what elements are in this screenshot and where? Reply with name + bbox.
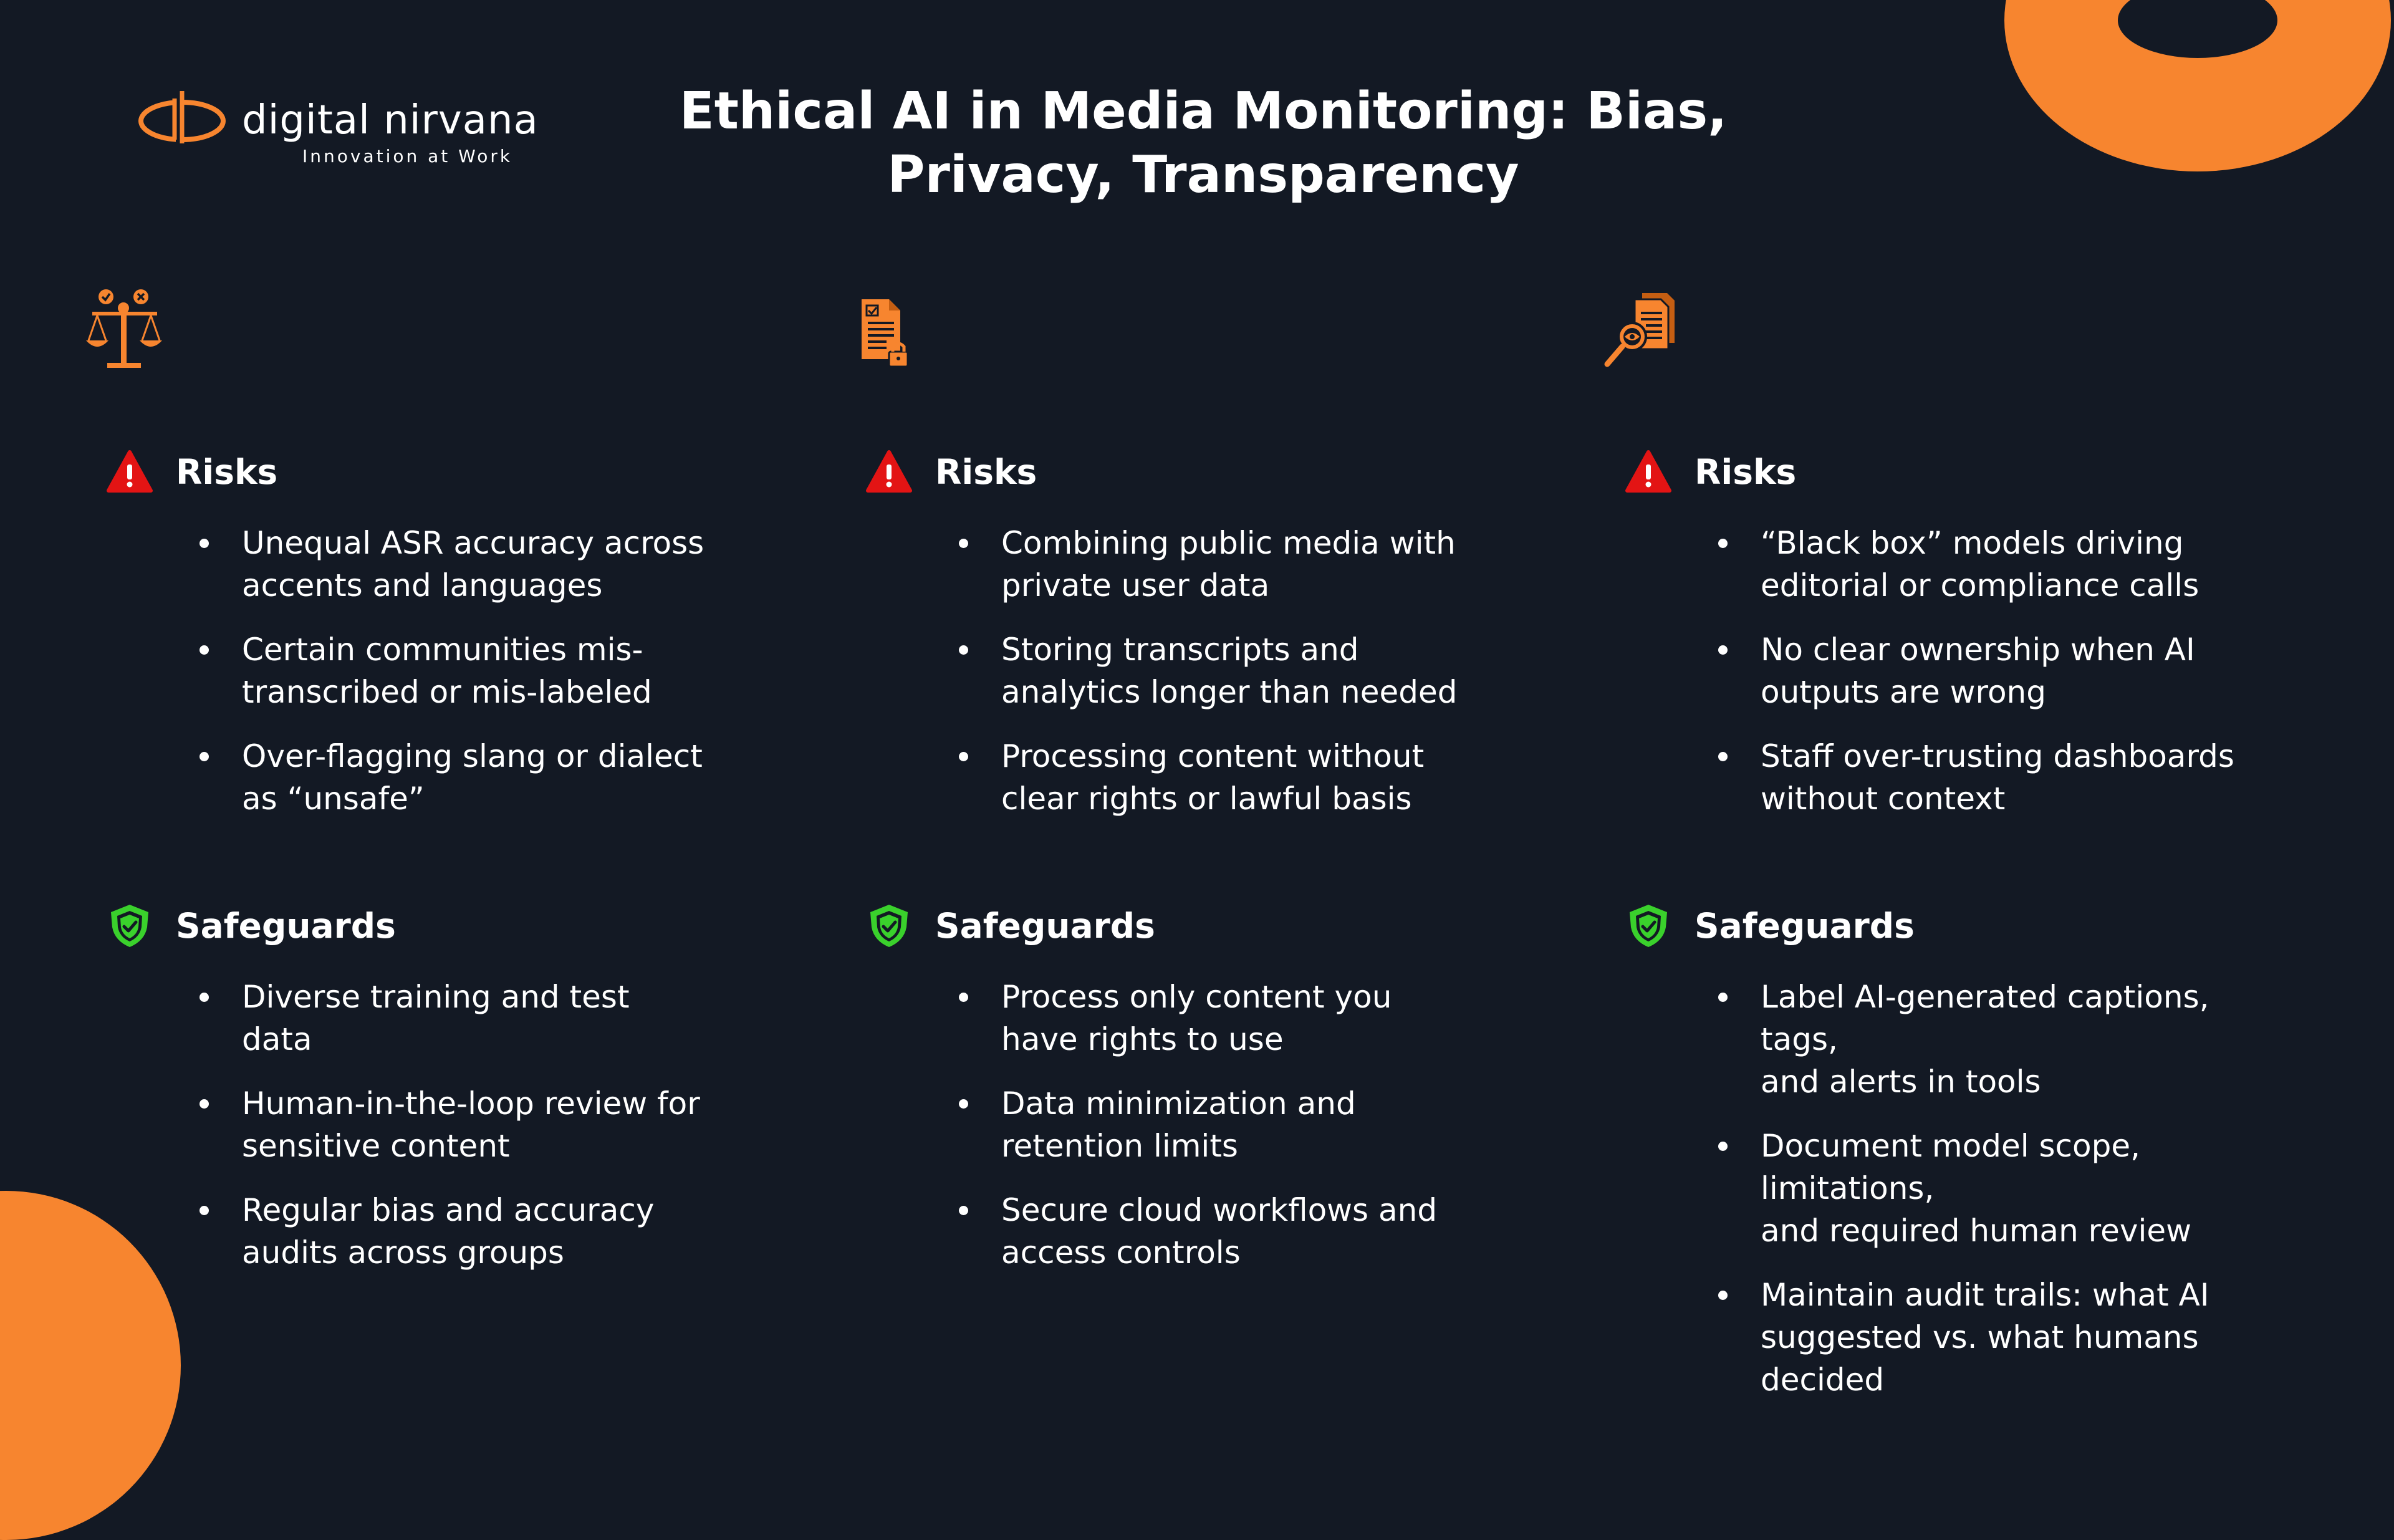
bullet-dot (959, 1099, 968, 1109)
risks-heading (865, 446, 1489, 496)
shield-check-icon (106, 902, 153, 950)
list-item-line: Document model scope, limitations, (1761, 1128, 2141, 1206)
bullet-dot (1718, 539, 1728, 548)
bullet-dot (1718, 1142, 1728, 1151)
scales-of-justice-icon (81, 287, 168, 374)
list-item-line: data (242, 1021, 312, 1057)
locked-document-icon (840, 287, 928, 374)
list-item (192, 1189, 753, 1274)
safeguards-heading (1625, 900, 2248, 950)
bullet-dot (200, 1206, 209, 1215)
warning-icon (1625, 448, 1672, 496)
list-item (1711, 522, 2272, 607)
list-item (951, 1189, 1512, 1274)
warning-icon (865, 448, 913, 496)
list-item (1711, 1125, 2272, 1252)
risks-heading (106, 446, 729, 496)
safeguards-heading (106, 900, 729, 950)
list-item-line: Label AI-generated captions, tags, (1761, 979, 2209, 1057)
list-item-line: Unequal ASR accuracy across (242, 525, 704, 561)
list-item (951, 522, 1512, 607)
list-item (192, 1082, 753, 1167)
list-item-line: Secure cloud workflows and (1001, 1192, 1438, 1228)
risks-label: Risks (1695, 452, 1797, 492)
shield-check-icon (865, 902, 913, 950)
bullet-dot (200, 645, 209, 655)
column-transparency (1600, 274, 2323, 1398)
page-title-line-1: Ethical AI in Media Monitoring: Bias, (679, 82, 1728, 141)
bullet-dot (959, 993, 968, 1002)
list-item-line: and alerts in tools (1761, 1064, 2041, 1100)
column-privacy (840, 274, 1564, 1303)
bullet-dot (1718, 993, 1728, 1002)
list-item-line: outputs are wrong (1761, 674, 2046, 710)
list-item-line: editorial or compliance calls (1761, 567, 2199, 604)
list-item-line: Process only content you (1001, 979, 1392, 1015)
brand-logo (137, 86, 539, 173)
brand-name: digital nirvana (242, 97, 539, 143)
list-item (1711, 735, 2272, 820)
list-item (951, 735, 1512, 820)
column-bias (81, 274, 804, 1303)
list-item-line: clear rights or lawful basis (1001, 781, 1412, 817)
list-item-line: No clear ownership when AI (1761, 632, 2195, 668)
list-item-line: and required human review (1761, 1213, 2192, 1249)
list-item (1711, 1274, 2272, 1401)
list-item-line: audits across groups (242, 1234, 564, 1271)
list-item-line: access controls (1001, 1234, 1241, 1271)
list-item-line: analytics longer than needed (1001, 674, 1458, 710)
safeguards-heading (865, 900, 1489, 950)
list-item (192, 976, 753, 1061)
list-item-line: retention limits (1001, 1128, 1238, 1164)
list-item-line: Staff over-trusting dashboards (1761, 738, 2234, 774)
decorative-orange-ring (2004, 0, 2391, 171)
bullet-dot (1718, 645, 1728, 655)
list-item-line: Over-flagging slang or dialect (242, 738, 703, 774)
document-search-eye-icon (1600, 287, 1687, 374)
list-item (951, 1082, 1512, 1167)
bullet-dot (200, 752, 209, 761)
list-item-line: “Black box” models driving (1761, 525, 2184, 561)
list-item-line: without context (1761, 781, 2006, 817)
bullet-dot (959, 539, 968, 548)
bullet-dot (200, 539, 209, 548)
list-item (951, 628, 1512, 713)
list-item-line: accents and languages (242, 567, 603, 604)
list-item-line: suggested vs. what humans decided (1761, 1319, 2199, 1398)
list-item-line: Certain communities mis- (242, 632, 643, 668)
list-item-line: Combining public media with (1001, 525, 1456, 561)
risks-label: Risks (176, 452, 278, 492)
bullet-dot (959, 645, 968, 655)
warning-icon (106, 448, 153, 496)
list-item-line: transcribed or mis-labeled (242, 674, 652, 710)
list-item (1711, 976, 2272, 1103)
shield-check-icon (1625, 902, 1672, 950)
digital-nirvana-logo-icon (137, 86, 231, 148)
safeguards-list (951, 976, 1512, 1296)
list-item-line: Diverse training and test (242, 979, 630, 1015)
list-item (192, 628, 753, 713)
list-item-line: have rights to use (1001, 1021, 1284, 1057)
safeguards-list (192, 976, 753, 1296)
list-item (951, 976, 1512, 1061)
safeguards-list (1711, 976, 2272, 1423)
safeguards-label: Safeguards (935, 906, 1155, 946)
bullet-dot (1718, 752, 1728, 761)
list-item-line: sensitive content (242, 1128, 510, 1164)
risks-list (951, 522, 1512, 842)
list-item-line: Regular bias and accuracy (242, 1192, 655, 1228)
page-title (661, 80, 1746, 207)
bullet-dot (959, 1206, 968, 1215)
list-item (192, 522, 753, 607)
risks-list (192, 522, 753, 842)
risks-list (1711, 522, 2272, 842)
bullet-dot (200, 1099, 209, 1109)
list-item (192, 735, 753, 820)
list-item-line: Processing content without (1001, 738, 1425, 774)
risks-heading (1625, 446, 2248, 496)
list-item-line: as “unsafe” (242, 781, 425, 817)
bullet-dot (1718, 1291, 1728, 1300)
list-item (1711, 628, 2272, 713)
list-item-line: private user data (1001, 567, 1270, 604)
risks-label: Risks (935, 452, 1037, 492)
list-item-line: Data minimization and (1001, 1085, 1356, 1122)
list-item-line: Human-in-the-loop review for (242, 1085, 700, 1122)
bullet-dot (200, 993, 209, 1002)
list-item-line: Storing transcripts and (1001, 632, 1359, 668)
list-item-line: Maintain audit trails: what AI (1761, 1277, 2209, 1313)
bullet-dot (959, 752, 968, 761)
safeguards-label: Safeguards (176, 906, 396, 946)
page-title-line-2: Privacy, Transparency (887, 145, 1519, 205)
brand-tagline: Innovation at Work (302, 146, 513, 166)
safeguards-label: Safeguards (1695, 906, 1915, 946)
